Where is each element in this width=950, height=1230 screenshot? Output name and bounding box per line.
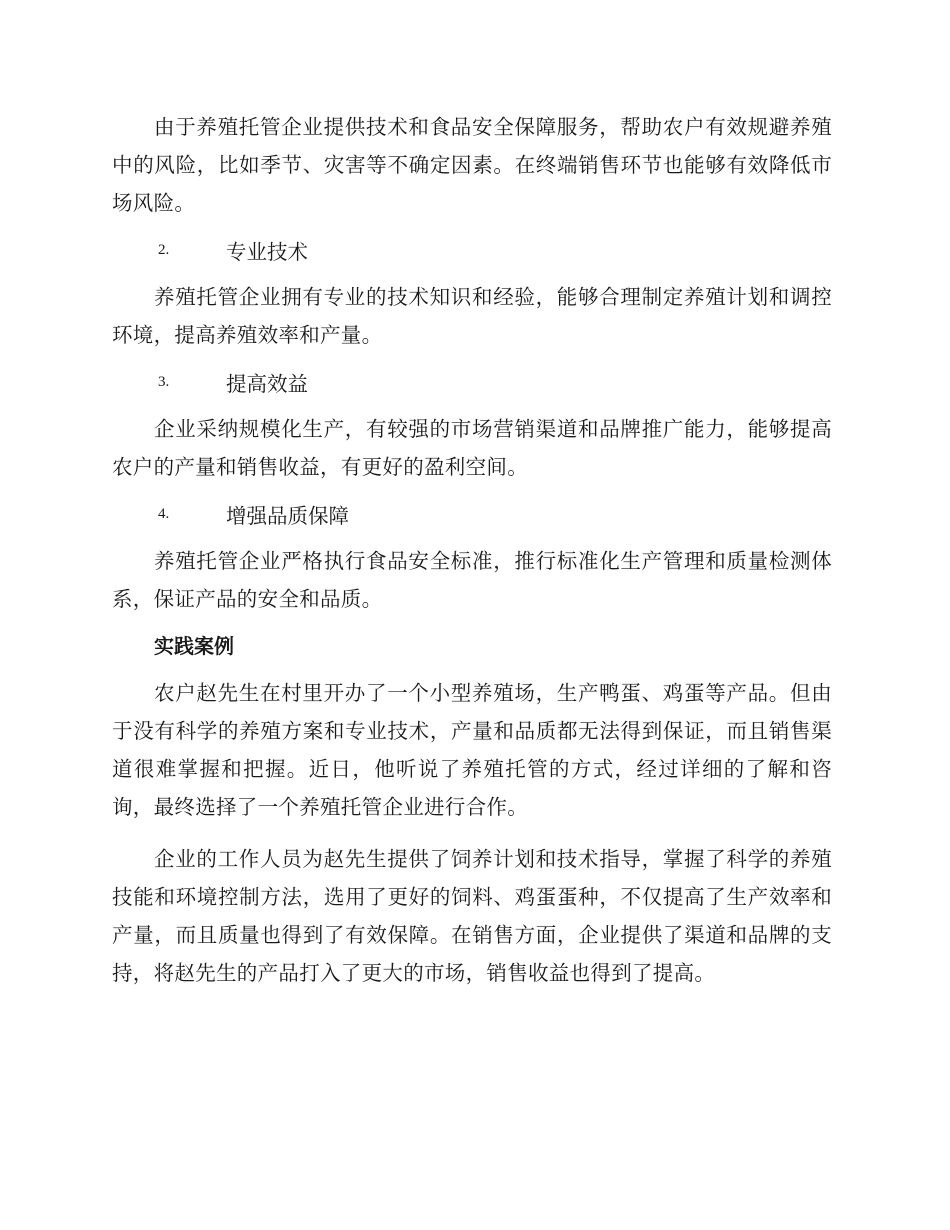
- list-paragraph: 企业采纳规模化生产，有较强的市场营销渠道和品牌推广能力，能够提高农户的产量和销售收益，有更好的盈利空间。: [112, 417, 832, 479]
- list-paragraph: 养殖托管企业严格执行食品安全标准，推行标准化生产管理和质量检测体系，保证产品的安全和品质。: [112, 549, 832, 611]
- list-heading-2: [112, 231, 832, 269]
- case-paragraph: 企业的工作人员为赵先生提供了饲养计划和技术指导，掌握了科学的养殖技能和环境控制方法，选用了更好的饲料、鸡蛋蛋种，不仅提高了生产效率和产量，而且质量也得到了有效保障。在销售方面，企业提供了渠道和品牌的支持，将赵先生的产品打入了更大的市场，销售收益也得到了提高。: [112, 847, 832, 985]
- case-paragraph: 农户赵先生在村里开办了一个小型养殖场，生产鸭蛋、鸡蛋等产品。但由于没有科学的养殖方案和专业技术，产量和品质都无法得到保证，而且销售渠道很难掌握和把握。近日，他听说了养殖托管的方式，经过详细的了解和咨询，最终选择了一个养殖托管企业进行合作。: [112, 681, 832, 819]
- list-title: 专业技术: [226, 240, 308, 264]
- case-heading: 实践案例: [154, 634, 234, 658]
- intro-paragraph: 由于养殖托管企业提供技术和食品安全保障服务，帮助农户有效规避养殖中的风险，比如季节、灾害等不确定因素。在终端销售环节也能够有效降低市场风险。: [112, 115, 832, 215]
- list-title: 增强品质保障: [226, 504, 349, 528]
- list-heading-4: [112, 495, 832, 533]
- document-page: [112, 108, 832, 992]
- list-title: 提高效益: [226, 372, 308, 396]
- list-number: 2.: [158, 241, 170, 258]
- list-number: 4.: [158, 505, 170, 522]
- list-paragraph: 养殖托管企业拥有专业的技术知识和经验，能够合理制定养殖计划和调控环境，提高养殖效率和产量。: [112, 285, 832, 347]
- list-heading-3: [112, 363, 832, 401]
- list-number: 3.: [158, 373, 170, 390]
